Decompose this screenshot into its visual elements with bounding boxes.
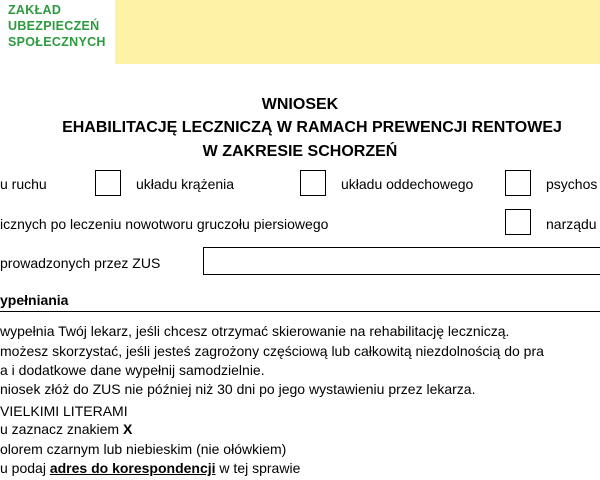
form-subtitle-scope: W ZAKRESIE SCHORZEŃ [202,143,398,160]
instruction-line: a i dodatkowe dane wypełnij samodzielnie. [0,362,265,378]
form-title: WNIOSEK [261,96,339,113]
option-label-oddechowego: układu oddechowego [341,176,474,192]
address-suffix: w tej sprawie [215,460,301,476]
logo-line: UBEZPIECZEŃ [8,19,100,33]
option-label-psychos: psychos [546,176,598,192]
section-divider [0,311,600,312]
logo-line: ZAKŁAD [8,3,62,17]
instruction-line-address [0,459,300,477]
checkbox-narzadu[interactable] [505,209,531,235]
zus-center-input[interactable] [203,247,600,275]
option-label-nowotwor: icznych po leczeniu nowotworu gruczołu piersiowego [0,216,329,232]
instruction-line: olorem czarnym lub niebieskim (nie ołówkiem) [0,441,287,457]
option-label-narzadu: narządu [546,216,597,232]
instruction-line: wypełnia Twój lekarz, jeśli chcesz otrzymać skierowanie na rehabilitację leczniczą. [0,323,510,339]
checkbox-psychosomatycznych[interactable] [505,170,531,196]
mark-symbol: X [122,421,133,437]
instruction-line-mark [0,420,132,438]
option-label-ruchu: u ruchu [0,176,47,192]
mark-text: u zaznacz znakiem [0,421,123,437]
form-subtitle: EHABILITACJĘ LECZNICZĄ W RAMACH PREWENCJI RENTOWEJ [62,119,562,136]
instruction-line: VIELKIMI LITERAMI [0,403,128,419]
zus-logo [8,2,106,50]
address-prefix: u podaj [0,460,50,476]
checkbox-oddechowego[interactable] [300,170,326,196]
checkbox-krazenia[interactable] [95,170,121,196]
instruction-line: niosek złóż do ZUS nie później niż 30 dni po jego wystawieniu przez lekarza. [0,381,476,397]
zus-field-label: prowadzonych przez ZUS [0,255,161,271]
instruction-line: możesz skorzystać, jeśli jesteś zagrożony częściową lub całkowitą niezdolnością do pra [0,343,544,359]
address-emphasis: adres do korespondencji [49,460,216,476]
option-label-krazenia: układu krążenia [136,176,235,192]
header-banner [115,0,600,64]
instructions-heading: ypełniania [0,292,69,308]
logo-line: SPOŁECZNYCH [8,35,106,49]
